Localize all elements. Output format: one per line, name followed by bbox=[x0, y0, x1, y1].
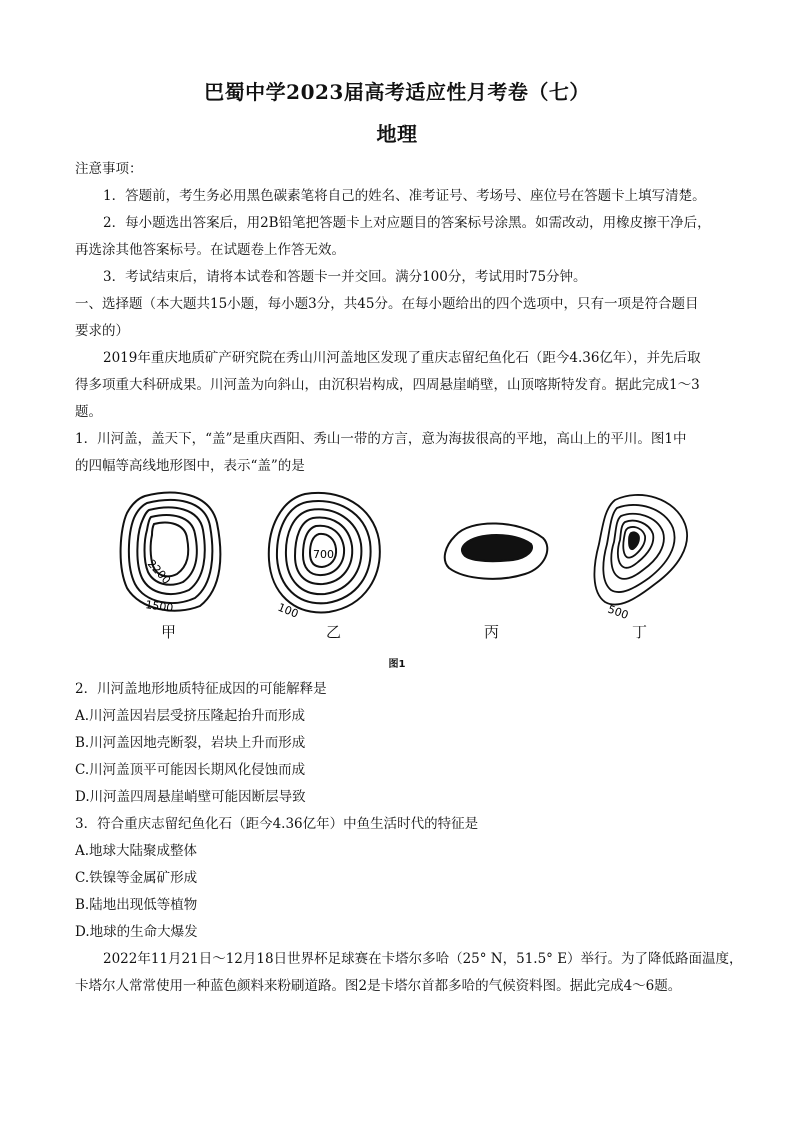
answer-option: B.川河盖因地壳断裂，岩块上升而形成 bbox=[75, 735, 306, 751]
answer-option: C.铁镍等金属矿形成 bbox=[75, 870, 198, 886]
contour-map-ding-graphic bbox=[585, 488, 705, 623]
exam-title: 巴蜀中学2023届高考适应性月考卷（七） bbox=[204, 80, 590, 104]
notice-item: 1．答题前，考生务必用黑色碳素笔将自己的姓名、准考证号、考场号、座位号在答题卡上填写清楚。 bbox=[103, 188, 706, 204]
answer-option: A.川河盖因岩层受挤压隆起抬升而形成 bbox=[75, 708, 306, 724]
contour-value-label: 1500 bbox=[144, 598, 175, 615]
answer-option: D.川河盖四周悬崖峭壁可能因断层导致 bbox=[75, 789, 306, 805]
contour-map-yi bbox=[265, 488, 385, 621]
notice-item: 3．考试结束后，请将本试卷和答题卡一并交回。满分100分，考试用时75分钟。 bbox=[103, 269, 587, 285]
panel-label-yi: 乙 bbox=[326, 623, 342, 641]
notice-heading: 注意事项： bbox=[75, 161, 143, 177]
passage-line: 卡塔尔人常常使用一种蓝色颜料来粉刷道路。图2是卡塔尔首都多哈的气候资料图。据此完成4～6题。 bbox=[75, 978, 682, 994]
passage-line: 2019年重庆地质矿产研究院在秀山川河盖地区发现了重庆志留纪鱼化石（距今4.36亿年），并先后取 bbox=[103, 350, 701, 366]
answer-option: B.陆地出现低等植物 bbox=[75, 897, 198, 913]
passage-line: 得多项重大科研成果。川河盖为向斜山，由沉积岩构成，四周悬崖峭壁，山顶喀斯特发育。据此完成1～3 bbox=[75, 377, 700, 393]
answer-option: D.地球的生命大爆发 bbox=[75, 924, 198, 940]
section-heading: 一、选择题（本大题共15小题，每小题3分，共45分。在每小题给出的四个选项中，只有一项是符合题目 bbox=[75, 296, 699, 312]
passage-line: 2022年11月21日～12月18日世界杯足球赛在卡塔尔多哈（25° N，51.5° E）举行。为了降低路面温度， bbox=[103, 951, 743, 967]
contour-value-label: 100 bbox=[275, 600, 301, 621]
passage-line: 题。 bbox=[75, 404, 102, 420]
notice-item: 2．每小题选出答案后，用2B铅笔把答题卡上对应题目的答案标号涂黑。如需改动，用橡皮擦干净后， bbox=[103, 215, 711, 231]
notice-item: 再选涂其他答案标号。在试题卷上作答无效。 bbox=[75, 242, 345, 258]
contour-value-label: 500 bbox=[605, 602, 631, 623]
contour-value-label: 700 bbox=[313, 548, 334, 561]
panel-label-jia: 甲 bbox=[161, 623, 177, 641]
panel-label-bing: 丙 bbox=[484, 623, 500, 641]
answer-option: C.川河盖顶平可能因长期风化侵蚀而成 bbox=[75, 762, 306, 778]
question-stem: 的四幅等高线地形图中，表示“盖”的是 bbox=[75, 458, 305, 474]
question-stem: 2．川河盖地形地质特征成因的可能解释是 bbox=[75, 681, 327, 697]
contour-map-jia-graphic bbox=[115, 488, 235, 618]
contour-map-yi-graphic bbox=[265, 488, 385, 621]
answer-option: A.地球大陆聚成整体 bbox=[75, 843, 198, 859]
contour-map-jia bbox=[115, 488, 235, 618]
contour-map-bing bbox=[435, 488, 555, 618]
contour-figure bbox=[105, 488, 705, 638]
subject-title: 地理 bbox=[376, 122, 418, 146]
contour-map-ding bbox=[585, 488, 705, 623]
question-stem: 1．川河盖，盖天下，“盖”是重庆酉阳、秀山一带的方言，意为海拔很高的平地，高山上的平川。图1中 bbox=[75, 431, 687, 447]
figure-caption: 图1 bbox=[388, 659, 406, 670]
contour-value-label: 2200 bbox=[144, 557, 174, 587]
section-heading: 要求的） bbox=[75, 323, 129, 339]
contour-map-bing-graphic bbox=[435, 488, 555, 618]
panel-label-ding: 丁 bbox=[632, 623, 648, 641]
question-stem: 3．符合重庆志留纪鱼化石（距今4.36亿年）中鱼生活时代的特征是 bbox=[75, 816, 479, 832]
